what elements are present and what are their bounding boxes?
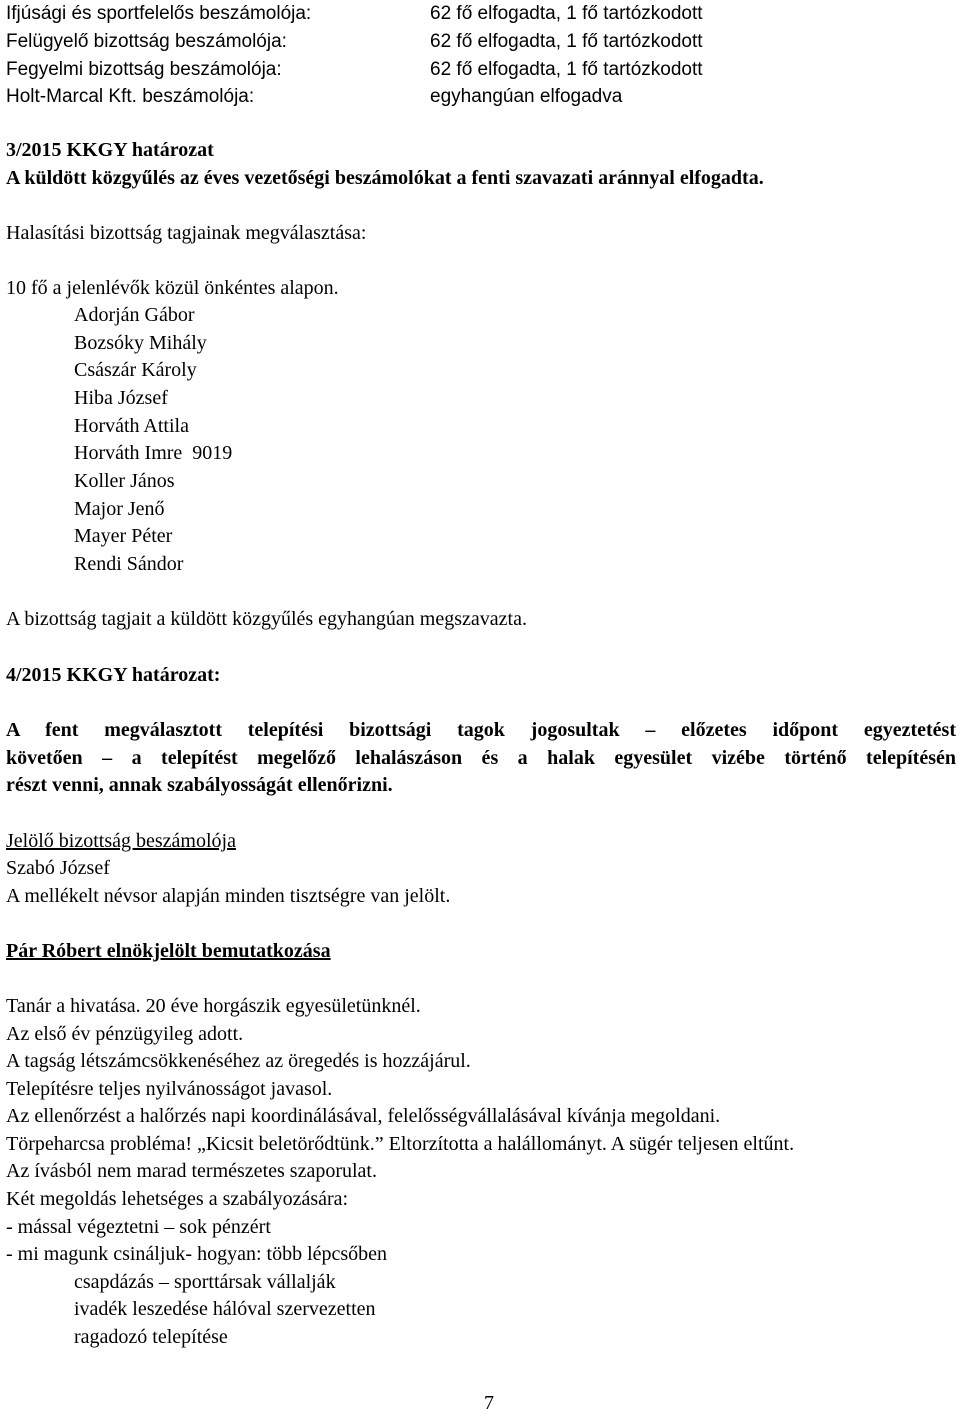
resolution-4-line: A fent megválasztott telepítési bizottsági tagok jogosultak – előzetes időpont egyeztetést [6, 719, 956, 741]
member-name: Major Jenő [74, 498, 165, 520]
vote-result: egyhangúan elfogadva [430, 86, 623, 107]
vote-result: 62 fő elfogadta, 1 fő tartózkodott [430, 31, 703, 52]
resolution-3-title: 3/2015 KKGY határozat [6, 139, 214, 161]
member-name: Hiba József [74, 387, 168, 409]
par-line: Tanár a hivatása. 20 éve horgászik egyesületünknél. [6, 995, 421, 1017]
halasitasi-closing: A bizottság tagjait a küldött közgyűlés egyhangúan megszavazta. [6, 608, 527, 630]
par-line: Az ívásból nem marad természetes szaporulat. [6, 1160, 377, 1182]
halasitasi-intro: 10 fő a jelenlévők közül önkéntes alapon. [6, 277, 339, 299]
vote-result: 62 fő elfogadta, 1 fő tartózkodott [430, 3, 703, 24]
vote-result: 62 fő elfogadta, 1 fő tartózkodott [430, 59, 703, 80]
member-name: Mayer Péter [74, 525, 173, 547]
vote-label: Fegyelmi bizottság beszámolója: [6, 59, 282, 80]
par-subline: ivadék leszedése hálóval szervezetten [74, 1298, 376, 1320]
halasitasi-heading: Halasítási bizottság tagjainak megválasztása: [6, 222, 367, 244]
par-subline: csapdázás – sporttársak vállalják [74, 1271, 336, 1293]
resolution-3-text: A küldött közgyűlés az éves vezetőségi beszámolókat a fenti szavazati aránnyal elfogadta. [6, 167, 764, 189]
member-name: Császár Károly [74, 359, 197, 381]
par-subline: ragadozó telepítése [74, 1326, 228, 1348]
par-line: A tagság létszámcsökkenéséhez az öregedés is hozzájárul. [6, 1050, 471, 1072]
par-line: Az első év pénzügyileg adott. [6, 1023, 244, 1045]
vote-label: Ifjúsági és sportfelelős beszámolója: [6, 3, 312, 24]
par-line: Két megoldás lehetséges a szabályozására: [6, 1188, 349, 1210]
jelolo-text: A mellékelt névsor alapján minden tisztségre van jelölt. [6, 885, 451, 907]
par-heading: Pár Róbert elnökjelölt bemutatkozása [6, 940, 331, 962]
member-name: Bozsóky Mihály [74, 332, 207, 354]
member-name: Horváth Attila [74, 415, 189, 437]
jelolo-heading: Jelölő bizottság beszámolója [6, 830, 236, 852]
vote-label: Felügyelő bizottság beszámolója: [6, 31, 287, 52]
member-name: Rendi Sándor [74, 553, 184, 575]
par-line: Törpeharcsa probléma! „Kicsit beletörődtünk.” Eltorzította a halállományt. A sügér teljesen eltűnt. [6, 1133, 795, 1155]
resolution-4-line: követően – a telepítést megelőző lehalászáson és a halak egyesület vizébe történő telepítésén [6, 747, 956, 769]
page-number: 7 [484, 1392, 494, 1414]
resolution-4-line: részt venni, annak szabályosságát ellenőrizni. [6, 774, 393, 796]
par-line: Az ellenőrzést a halőrzés napi koordinálásával, felelősségvállalásával kívánja megoldani. [6, 1105, 721, 1127]
member-name: Koller János [74, 470, 175, 492]
member-name: Horváth Imre 9019 [74, 442, 233, 464]
jelolo-name: Szabó József [6, 857, 110, 879]
resolution-4-title: 4/2015 KKGY határozat: [6, 664, 221, 686]
par-line: - mással végeztetni – sok pénzért [6, 1216, 271, 1238]
par-line: - mi magunk csináljuk- hogyan: több lépcsőben [6, 1243, 388, 1265]
par-line: Telepítésre teljes nyilvánosságot javasol. [6, 1078, 333, 1100]
member-name: Adorján Gábor [74, 304, 195, 326]
vote-label: Holt-Marcal Kft. beszámolója: [6, 86, 255, 107]
